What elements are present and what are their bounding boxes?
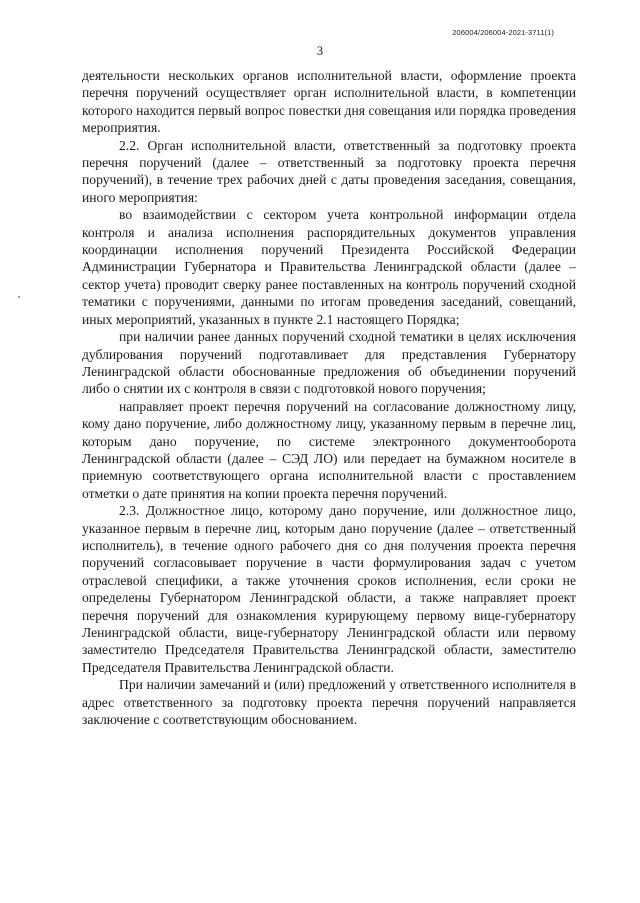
scan-artifact-dot	[18, 296, 20, 298]
paragraph-clause-2-3: 2.3. Должностное лицо, которому дано поручение, или должностное лицо, указанное первым в перечне лиц, которым дано поручение (далее – ответственный исполнитель), в течение одного рабочего дня со дня получения проекта перечня поручений согласовывает поручение в части формулирования задач с учетом отраслевой специфики, а также уточнения сроков исполнения, если сроки не определены Губернатором Ленинградской области, а также направляет проект перечня поручений для ознакомления курирующему первому вице-губернатору Ленинградской области, вице-губернатору Ленинградской области или первому заместителю Председателя Правительства Ленинградской области, заместителю Председателя Правительства Ленинградской области.	[82, 503, 576, 675]
page-number: 3	[316, 44, 324, 58]
paragraph-remarks: При наличии замечаний и (или) предложений у ответственного исполнителя в адрес ответственного за подготовку проекта перечня поручений направляется заключение с соответствующим обоснованием.	[82, 677, 576, 728]
paragraph-continuation: деятельности нескольких органов исполнительной власти, оформление проекта перечня поручений осуществляет орган исполнительной власти, в компетенции которого находится первый вопрос повестки дня совещания или порядка проведения мероприятия.	[82, 68, 576, 136]
paragraph-sub-item-approval: направляет проект перечня поручений на согласование должностному лицу, кому дано поручение, либо должностному лицу, указанному первым в перечне лиц, которым дано поручение, по системе электронного документооборота Ленинградской области (далее – СЭД ЛО) или передает на бумажном носителе в приемную соответствующего органа исполнительной власти с проставлением отметки о дате принятия на копии проекта перечня поручений.	[82, 398, 576, 501]
document-registration-number: 206004/206004-2021-3711(1)	[452, 28, 554, 37]
paragraph-sub-item-interaction: во взаимодействии с сектором учета контрольной информации отдела контроля и анализа исполнения распорядительных документов управления координации исполнения поручений Президента Российской Федерации Администрации Губернатора и Правительства Ленинградской области (далее – сектор учета) проводит сверку ранее поставленных на контроль поручений сходной тематики с поручениями, данными по итогам проведения заседаний, совещаний, иных мероприятий, указанных в пункте 2.1 настоящего Порядка;	[82, 207, 576, 327]
document-body	[82, 67, 576, 728]
paragraph-sub-item-duplicates: при наличии ранее данных поручений сходной тематики в целях исключения дублирования поручений подготавливает для представления Губернатору Ленинградской области обоснованные предложения об объединении поручений либо о снятии их с контроля в связи с подготовкой нового поручения;	[82, 329, 576, 397]
paragraph-clause-2-2: 2.2. Орган исполнительной власти, ответственный за подготовку проекта перечня поручений (далее – ответственный за подготовку проекта перечня поручений), в течение трех рабочих дней с даты проведения заседания, совещания, иного мероприятия:	[82, 137, 576, 205]
